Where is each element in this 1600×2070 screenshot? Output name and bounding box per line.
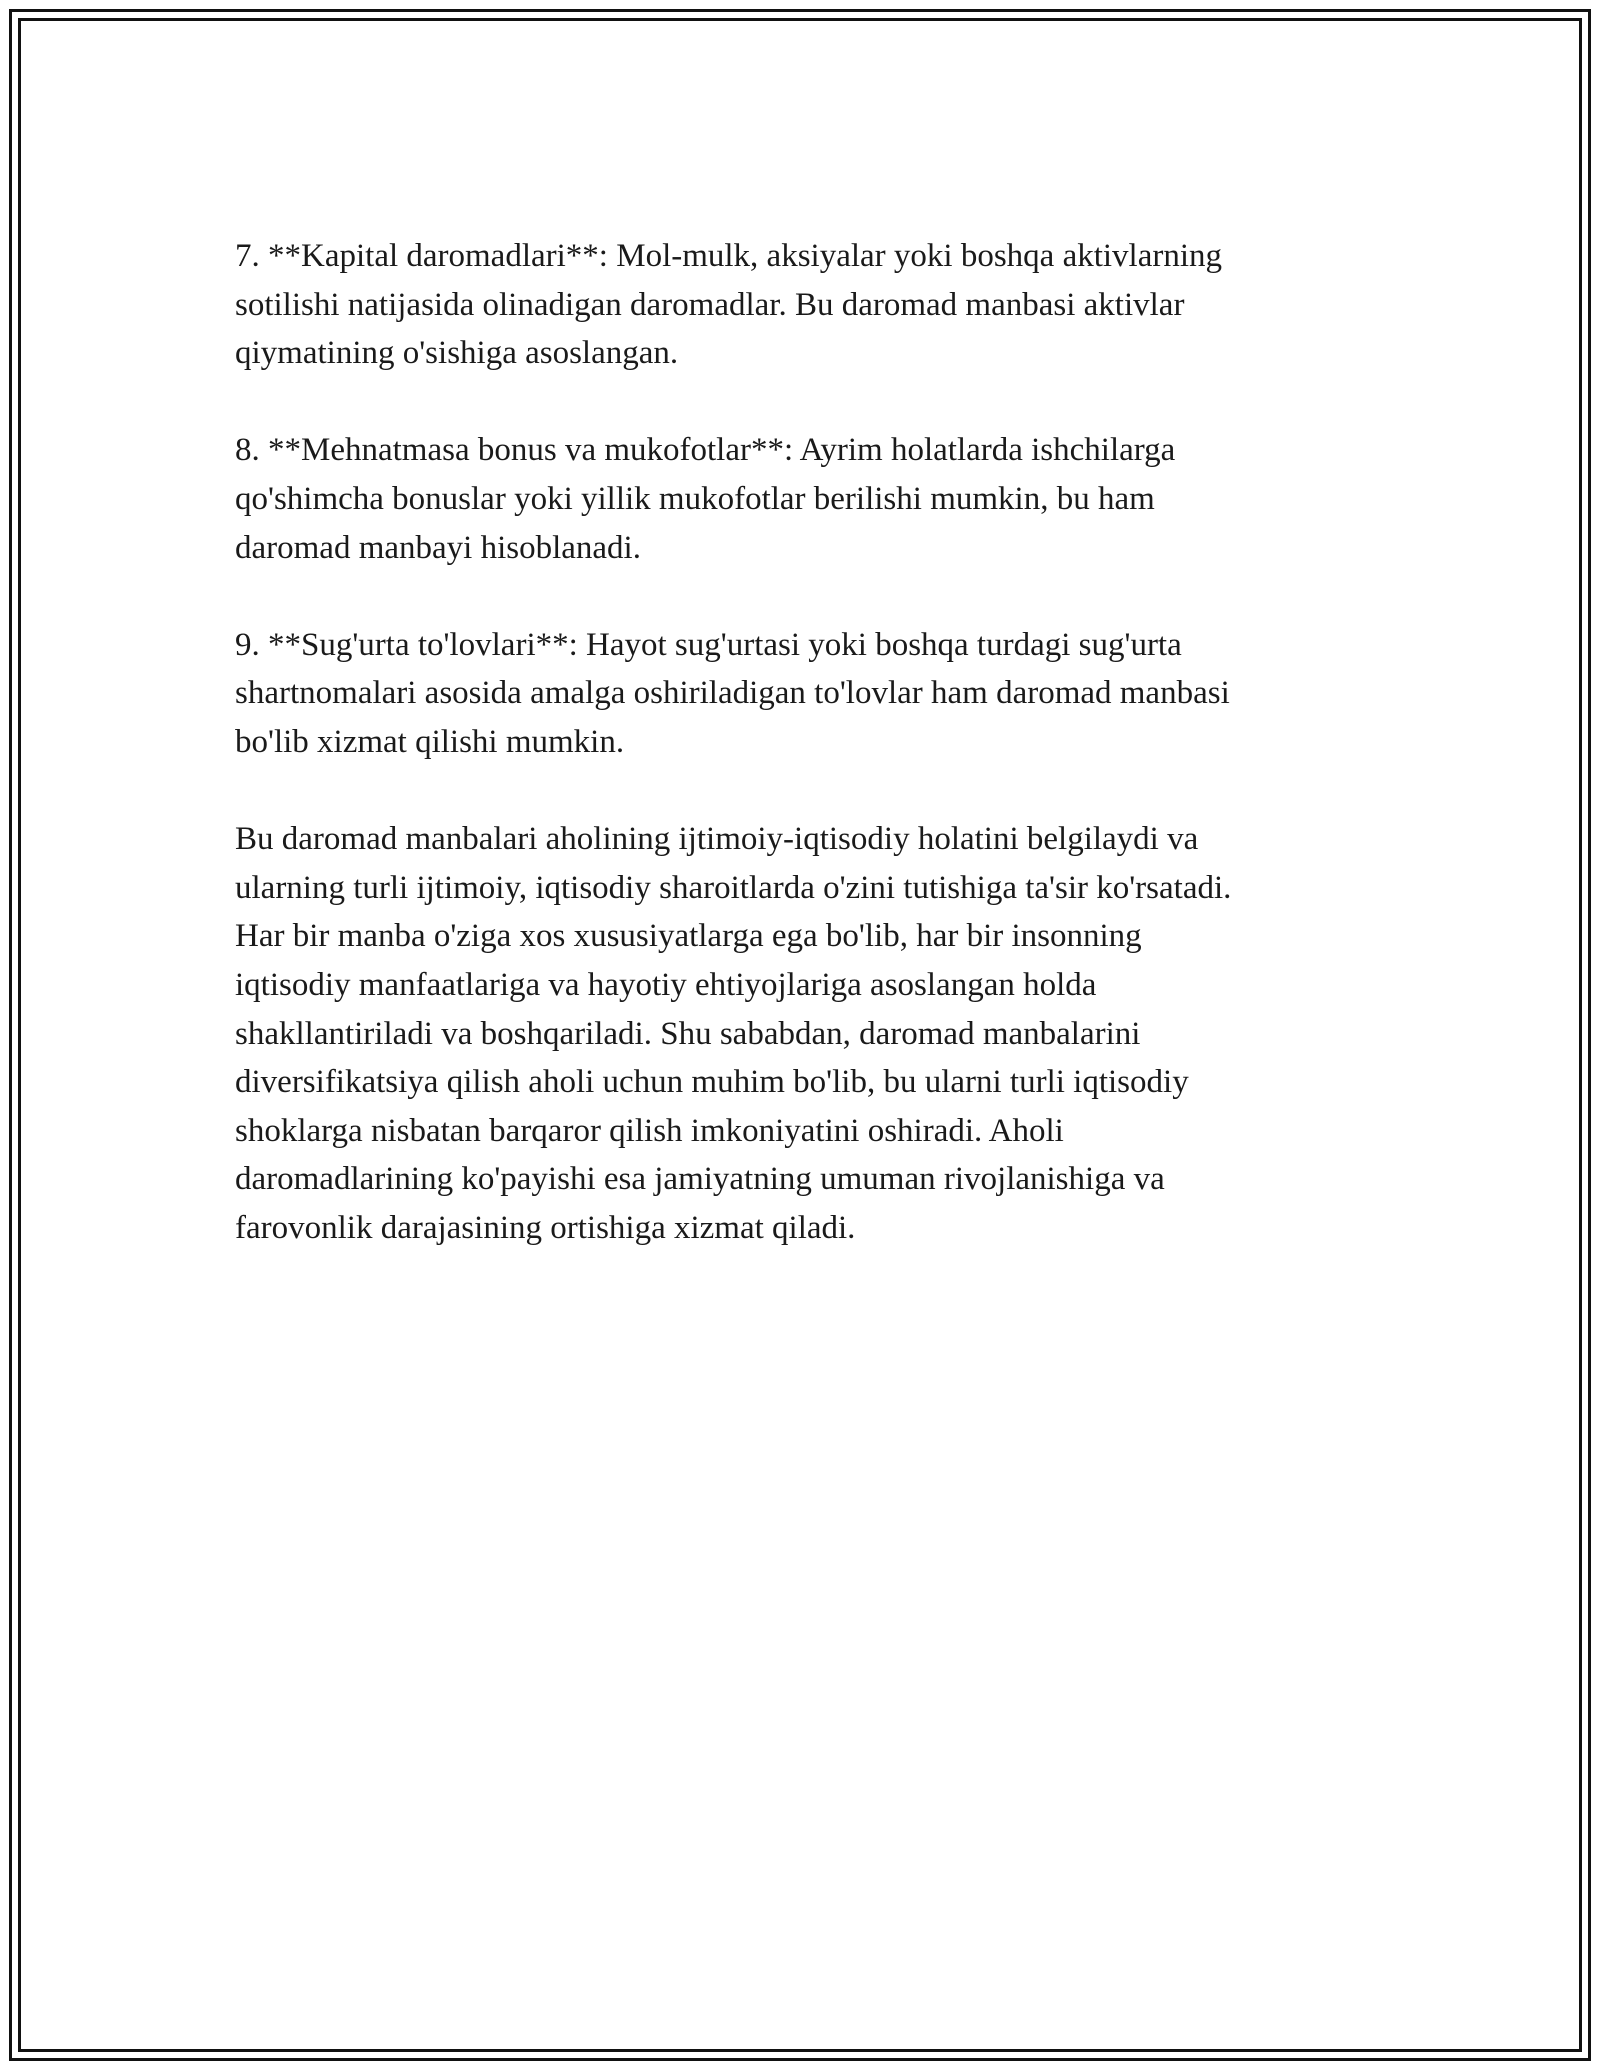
paragraph-conclusion: Bu daromad manbalari aholining ijtimoiy-iqtisodiy holatini belgilaydi va ularning turli ijtimoiy, iqtisodiy sharoitlarda o'zini tutishiga ta'sir ko'rsatadi. Har bir manba o'ziga xos xususiyatlarga ega bo'lib, har bir insonning iqtisodiy manfaatlariga va hayotiy ehtiyojlariga asoslangan holda shakllantiriladi va boshqariladi. Shu sababdan, daromad manbalarini diversifikatsiya qilish aholi uchun muhim bo'lib, bu ularni turli iqtisodiy shoklarga nisbatan barqaror qilish imkoniyatini oshiradi. Aholi daromadlarining ko'payishi esa jamiyatning umuman rivojlanishiga va farovonlik darajasining ortishiga xizmat qiladi. (235, 821, 1232, 1246)
paragraph-insurance: 9. **Sug'urta to'lovlari**: Hayot sug'urtasi yoki boshqa turdagi sug'urta shartnomalari asosida amalga oshiriladigan to'lovlar ham daromad manbasi bo'lib xizmat qilishi mumkin. (235, 626, 1230, 760)
document-body (235, 232, 1365, 1301)
paragraph-capital-income: 7. **Kapital daromadlari**: Mol-mulk, aksiyalar yoki boshqa aktivlarning sotilishi natijasida olinadigan daromadlar. Bu daromad manbasi aktivlar qiymatining o'sishiga asoslangan. (235, 238, 1223, 372)
paragraph-bonuses: 8. **Mehnatmasa bonus va mukofotlar**: Ayrim holatlarda ishchilarga qo'shimcha bonuslar yoki yillik mukofotlar berilishi mumkin, bu ham daromad manbayi hisoblanadi. (235, 432, 1176, 566)
